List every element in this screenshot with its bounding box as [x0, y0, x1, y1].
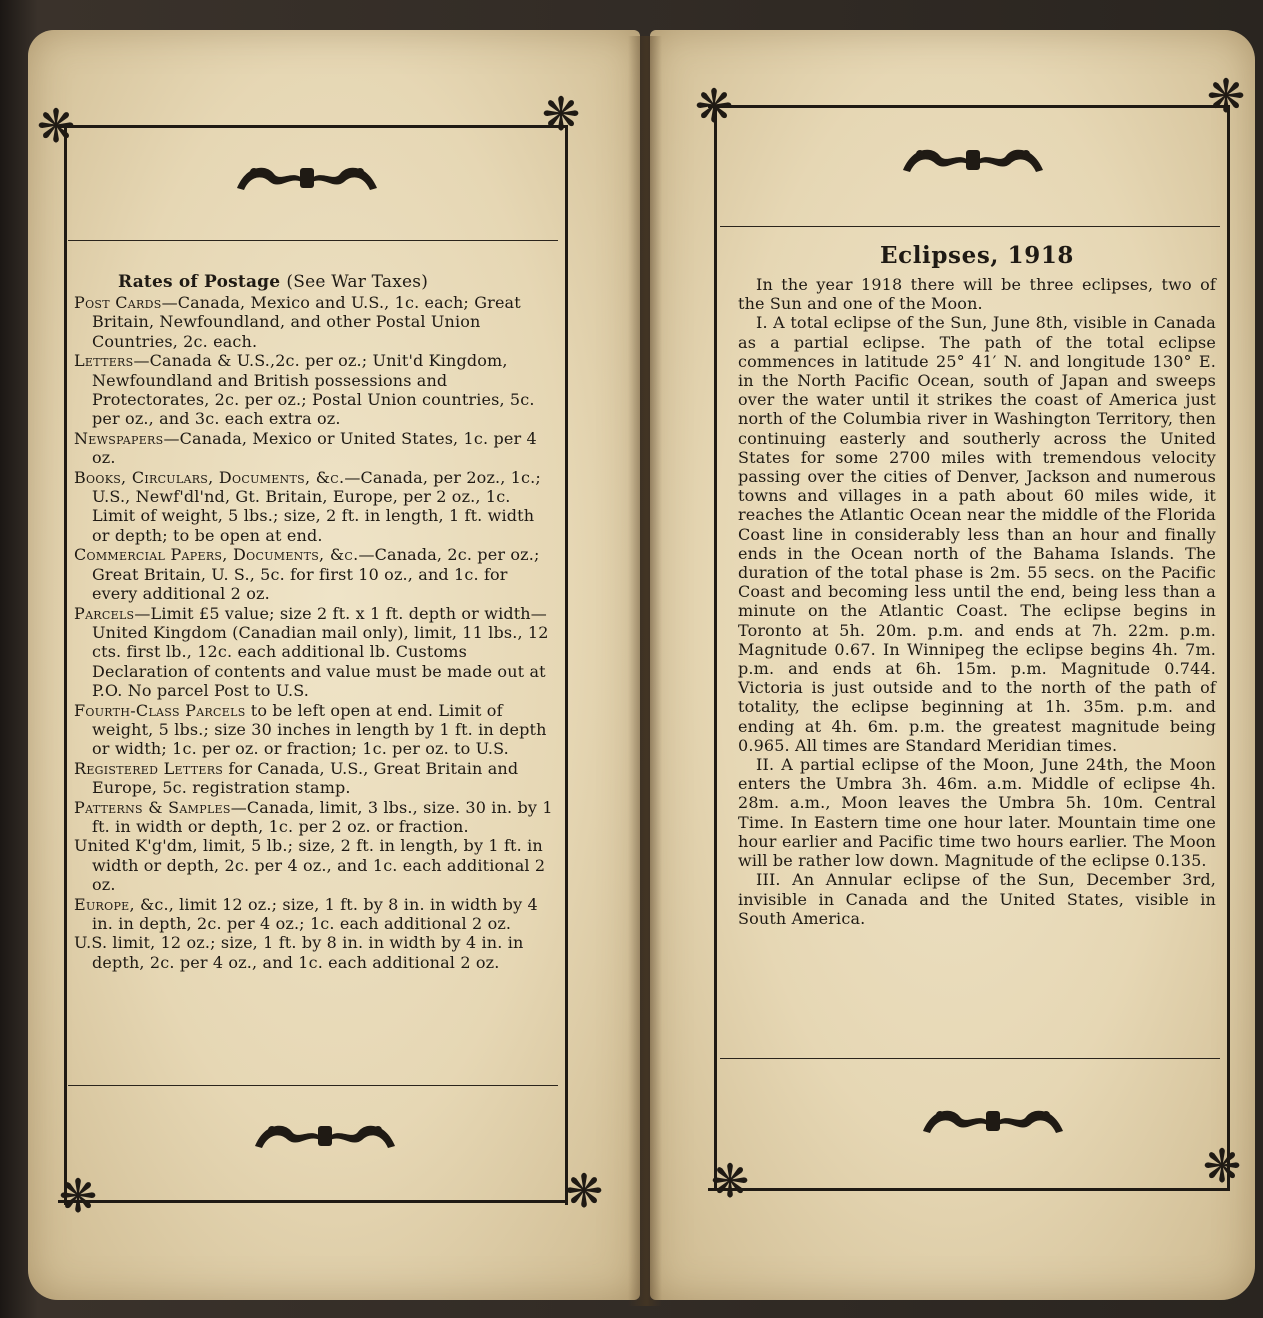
entry-lead: Post Cards	[74, 293, 162, 312]
leaf-scroll-ornament-icon	[918, 1103, 1068, 1139]
right-footer-rule	[720, 1058, 1220, 1059]
leaf-scroll-ornament-icon	[898, 142, 1048, 178]
left-header-rule	[68, 240, 558, 241]
entry-lead: Commercial Papers, Documents, &c.	[74, 545, 359, 565]
postage-title-text: Rates of Postage	[118, 272, 281, 292]
entry-text: to be left open at end. Limit of weight, 5 lbs.; size 30 inches in length by 1 ft. in depth or width; 1c. per oz. or fraction; 1c. per oz. to U.S.	[92, 700, 547, 759]
right-header-rule	[720, 226, 1220, 227]
postage-entry	[74, 895, 556, 934]
entry-lead: Europe	[74, 894, 130, 914]
entry-lead: Fourth-Class Parcels	[74, 700, 246, 720]
snowflake-ornament-icon: ❋	[541, 87, 581, 141]
snowflake-ornament-icon: ❋	[710, 1154, 750, 1208]
postage-title	[118, 272, 556, 292]
snowflake-ornament-icon: ❋	[1202, 1139, 1242, 1193]
eclipse-paragraph: I. A total eclipse of the Sun, June 8th, visible in Canada as a partial eclipse. The path of the total eclipse commences in latitude 25° 41′ N. and longitude 130° E. in the North Pacific Ocean, south of Japan and sweeps over the water until it strikes the coast of America just north of the Columbia river in Washington Territory, then continuing easterly and southerly across the United States for some 2700 miles with tremendous velocity passing over the cities of Denver, Jackson and numerous towns and villages in a path about 60 miles wide, it reaches the Atlantic Ocean near the middle of the Florida Coast line in considerably less than an hour and finally ends in the Ocean north of the Bahama Islands. The duration of the total phase is 2m. 55 secs. on the Pacific Coast and becoming less until the end, being less than a minute on the Atlantic Coast. The eclipse begins in Toronto at 5h. 20m. p.m. and ends at 7h. 22m. p.m. Magnitude 0.67. In Winnipeg the eclipse begins 4h. 7m. p.m. and ends at 6h. 15m. p.m. Magnitude 0.744. Victoria is just outside and to the north of the path of totality, the eclipse beginning at 1h. 35m. p.m. and ending at 4h. 6m. p.m. the greatest magnitude being 0.965. All times are Standard Meridian times.	[738, 313, 1216, 755]
eclipse-paragraph: II. A partial eclipse of the Moon, June 24th, the Moon enters the Umbra 3h. 46m. a.m. Middle of eclipse 4h. 28m. a.m., Moon leaves the Umbra 5h. 10m. Central Time. In Eastern time one hour later. Mountain time one hour earlier and Pacific time two hours earlier. The Moon will be rather low down. Magnitude of the eclipse 0.135.	[738, 755, 1216, 871]
snowflake-ornament-icon: ❋	[36, 99, 76, 153]
snowflake-ornament-icon: ❋	[564, 1164, 604, 1218]
entry-text: for Canada, U.S., Great Britain and Europe, 5c. registration stamp.	[92, 758, 519, 798]
postage-rates-section	[74, 272, 556, 972]
postage-entry	[74, 604, 556, 701]
postage-entry	[74, 798, 556, 837]
leaf-scroll-ornament-icon	[232, 160, 382, 196]
entry-lead: Patterns & Samples	[74, 797, 231, 817]
entry-text: —Canada, Mexico or United States, 1c. per 4 oz.	[92, 428, 537, 468]
entry-text: —Canada, per 2oz., 1c.; U.S., Newf'dl'nd, Gt. Britain, Europe, per 2 oz., 1c. Limit of weight, 5 lbs.; size, 2 ft. in length, 1 ft. width or depth; to be open at end.	[92, 467, 541, 545]
entry-lead: Parcels	[74, 603, 135, 623]
postage-entry	[74, 351, 556, 429]
entry-lead: Books, Circulars, Documents, &c.	[74, 467, 345, 487]
entry-lead: Registered Letters	[74, 758, 224, 778]
entry-lead: Newspapers	[74, 428, 164, 448]
entry-lead: Letters	[74, 351, 134, 371]
postage-entry	[74, 759, 556, 798]
entry-text: —Limit £5 value; size 2 ft. x 1 ft. depth or width—United Kingdom (Canadian mail only), limit, 11 lbs., 12 cts. first lb., 12c. each additional lb. Customs Declaration of contents and value must be made out at P.O. No parcel Post to U.S.	[92, 603, 549, 701]
eclipses-title: Eclipses, 1918	[879, 242, 1075, 269]
postage-entry	[74, 933, 556, 972]
entry-text: —Canada, limit, 3 lbs., size. 30 in. by 1 ft. in width or depth, 1c. per 2 oz. or fraction.	[92, 797, 553, 836]
postage-entry	[74, 429, 556, 468]
entry-text: U.S. limit, 12 oz.; size, 1 ft. by 8 in. in width by 4 in. in depth, 2c. per 4 oz., and 1c. each additional 2 oz.	[74, 933, 524, 972]
postage-title-note: (See War Taxes)	[286, 272, 429, 292]
postage-entry	[74, 836, 556, 894]
right-top-rule	[708, 105, 1230, 108]
left-footer-rule	[68, 1085, 558, 1086]
postage-entry	[74, 545, 556, 603]
entry-text: —Canada & U.S.,2c. per oz.; Unit'd Kingdom, Newfoundland and British possessions and Protectorates, 2c. per oz.; Postal Union countries, 5c. per oz., and 3c. each extra oz.	[92, 351, 535, 429]
eclipses-section	[738, 242, 1216, 928]
entry-text: United K'g'dm, limit, 5 lb.; size, 2 ft. in length, by 1 ft. in width or depth, 2c. per 4 oz., and 1c. each additional 2 oz.	[74, 836, 546, 895]
postage-entry	[74, 468, 556, 546]
leaf-scroll-ornament-icon	[250, 1118, 400, 1154]
entry-text: , &c., limit 12 oz.; size, 1 ft. by 8 in. in width by 4 in. in depth, 2c. per 4 oz.; 1c. each additional 2 oz.	[92, 894, 538, 933]
snowflake-ornament-icon: ❋	[58, 1169, 98, 1223]
eclipse-paragraph: III. An Annular eclipse of the Sun, December 3rd, invisible in Canada and the United States, visible in South America.	[738, 870, 1216, 928]
postage-entry	[74, 293, 556, 351]
entry-text: —Canada, Mexico and U.S., 1c. each; Great Britain, Newfoundland, and other Postal Union Countries, 2c. each.	[92, 293, 521, 351]
book-gutter	[628, 36, 662, 1306]
left-bottom-rule	[58, 1200, 568, 1203]
left-top-rule	[58, 125, 568, 128]
snowflake-ornament-icon: ❋	[694, 79, 734, 133]
eclipse-paragraph: In the year 1918 there will be three eclipses, two of the Sun and one of the Moon.	[738, 275, 1216, 314]
entry-text: —Canada, 2c. per oz.; Great Britain, U. S., 5c. for first 10 oz., and 1c. for every additional 2 oz.	[92, 545, 540, 604]
postage-entry	[74, 701, 556, 759]
right-bottom-rule	[708, 1188, 1230, 1191]
snowflake-ornament-icon: ❋	[1206, 69, 1246, 123]
